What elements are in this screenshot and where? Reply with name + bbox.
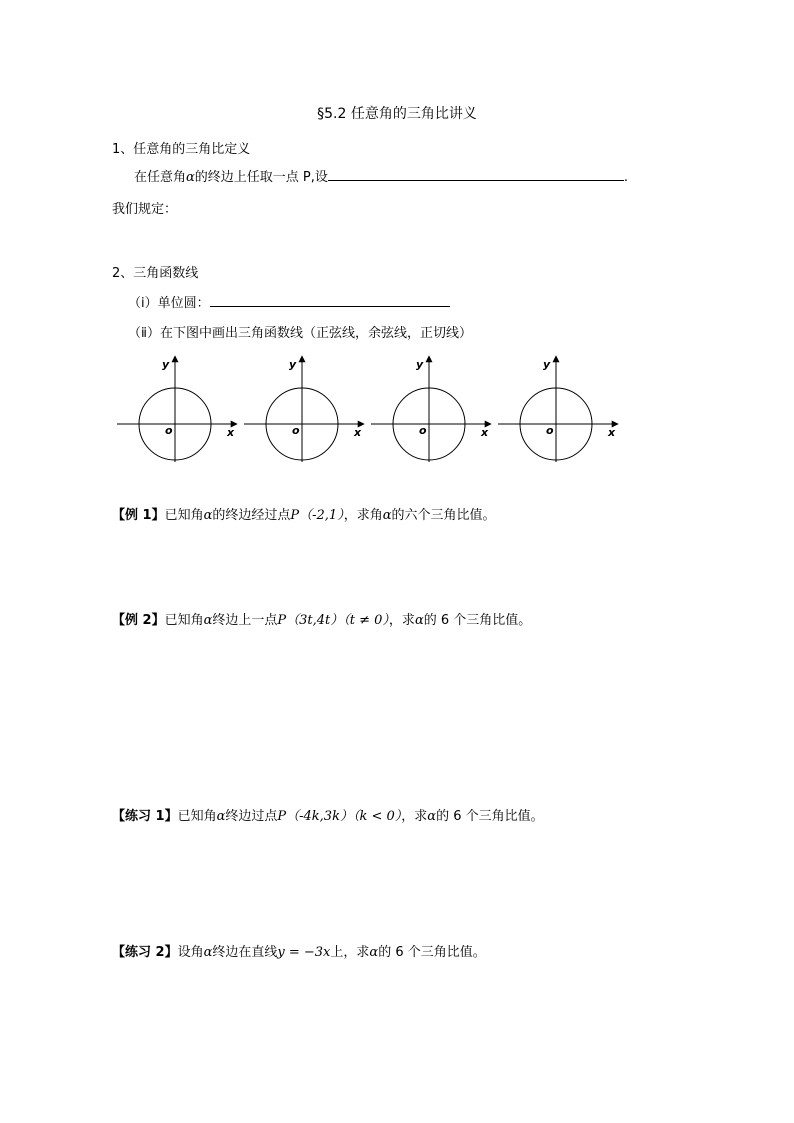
exercise2-pre: 设角	[177, 945, 204, 960]
exercise1-pre: 已知角	[177, 809, 217, 824]
unit-circle-diagram	[371, 356, 491, 462]
origin-label: o	[546, 424, 554, 437]
exercise1-mid2: ，求	[401, 809, 428, 824]
alpha-symbol: α	[369, 945, 379, 960]
exercise2-mid2: 上，求	[330, 945, 370, 960]
unit-circle-diagram	[117, 356, 237, 462]
section1-heading: 1、任意角的三角比定义	[112, 142, 251, 157]
origin-label: o	[165, 424, 173, 437]
unit-circle-diagram	[244, 356, 364, 462]
example1-post: 的六个三角比值。	[391, 508, 496, 523]
x-axis-label: x	[354, 426, 362, 439]
exercise1	[112, 805, 544, 824]
definition-line	[134, 166, 628, 185]
example2-point: P（3t,4t）	[277, 613, 344, 628]
example1-mid: 的终边经过点	[212, 508, 291, 523]
example2-mid2: ，求	[388, 613, 415, 628]
exercise1-label: 【练习 1】	[112, 809, 178, 824]
alpha-symbol: α	[203, 945, 213, 960]
exercise2-equation: y = −3x	[277, 945, 331, 960]
exercise2-mid: 终边在直线	[212, 945, 278, 960]
y-axis-label: y	[289, 358, 297, 371]
y-axis-label: y	[543, 358, 551, 371]
exercise2	[112, 941, 486, 960]
origin-label: o	[292, 424, 300, 437]
unit-circle-blank[interactable]	[210, 306, 450, 307]
alpha-symbol: α	[203, 508, 213, 523]
example2-condition: （t ≠ 0）	[343, 613, 389, 628]
unit-circle-label: （ⅰ）单位圆：	[128, 296, 210, 311]
alpha-symbol: α	[203, 613, 213, 628]
section2-heading: 2、三角函数线	[112, 266, 199, 281]
exercise2-post: 的 6 个三角比值。	[378, 945, 486, 960]
example1-label: 【例 1】	[112, 508, 165, 523]
alpha-symbol: α	[186, 170, 195, 185]
unit-circle-diagram	[498, 356, 618, 462]
exercise1-condition: （k < 0）	[352, 809, 402, 824]
alpha-symbol: α	[427, 809, 437, 824]
example2-post: 的 6 个三角比值。	[423, 613, 532, 628]
rule-line: 我们规定：	[112, 202, 178, 217]
draw-instruction: （ⅱ）在下图中画出三角函数线（正弦线，余弦线，正切线）	[128, 326, 472, 341]
definition-end: .	[623, 170, 629, 185]
page-title: §5.2 任意角的三角比讲义	[317, 106, 477, 122]
definition-post: 的终边上任取一点 P,设	[194, 170, 328, 185]
example2-mid: 终边上一点	[212, 613, 278, 628]
alpha-symbol: α	[216, 809, 226, 824]
origin-label: o	[419, 424, 427, 437]
unit-circle-line	[128, 292, 450, 311]
example2	[112, 609, 531, 628]
alpha-symbol: α	[382, 508, 392, 523]
definition-blank[interactable]	[328, 180, 624, 181]
example1	[112, 504, 496, 523]
unit-circle-diagrams	[112, 350, 624, 470]
exercise1-mid: 终边过点	[225, 809, 278, 824]
example1-point: P（-2,1）	[290, 508, 344, 523]
x-axis-label: x	[227, 426, 235, 439]
exercise1-point: P（-4k,3k）	[277, 809, 353, 824]
exercise1-post: 的 6 个三角比值。	[436, 809, 544, 824]
exercise2-label: 【练习 2】	[112, 945, 178, 960]
example2-label: 【例 2】	[112, 613, 165, 628]
definition-pre: 在任意角	[134, 170, 187, 185]
y-axis-label: y	[162, 358, 170, 371]
y-axis-label: y	[416, 358, 424, 371]
alpha-symbol: α	[414, 613, 424, 628]
example2-pre: 已知角	[164, 613, 204, 628]
example1-mid2: ，求角	[343, 508, 383, 523]
example1-pre: 已知角	[164, 508, 204, 523]
x-axis-label: x	[481, 426, 489, 439]
x-axis-label: x	[608, 426, 616, 439]
